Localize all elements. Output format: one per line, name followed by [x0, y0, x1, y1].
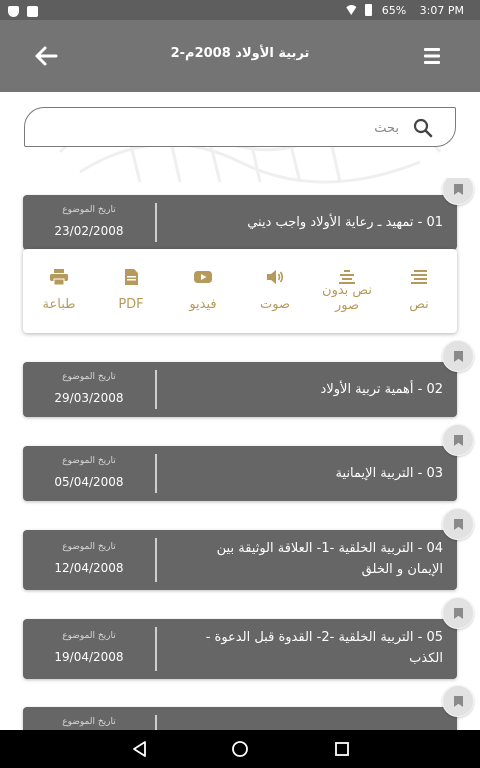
item-title: 05 - التربية الخلقية -2- القدوة قبل الدعوة - الكذب — [205, 630, 443, 666]
page-title: 2-تربية الأولاد 2008م — [170, 46, 310, 61]
wifi-icon — [345, 5, 358, 15]
speaker-icon — [266, 269, 284, 285]
divider — [155, 454, 157, 493]
youtube-icon — [194, 269, 212, 285]
app-bar — [0, 20, 480, 92]
navigation-bar — [0, 730, 480, 768]
divider — [155, 715, 157, 730]
battery-level: 65% — [381, 3, 407, 17]
item-date: 12/04/2008 — [54, 561, 124, 575]
date-label: تاريخ الموضوع — [62, 717, 116, 727]
print-button[interactable] — [23, 249, 95, 333]
battery-icon — [365, 4, 372, 16]
video-button[interactable] — [167, 249, 239, 333]
action-label: فيديو — [189, 297, 217, 312]
clock: 3:07 PM — [419, 3, 464, 17]
menu-button[interactable] — [420, 46, 444, 66]
date-label: تاريخ الموضوع — [62, 372, 116, 382]
date-label: تاريخ الموضوع — [62, 631, 116, 641]
item-date: 19/04/2008 — [54, 650, 124, 664]
list-item[interactable] — [23, 530, 457, 590]
text-align-icon — [410, 269, 428, 285]
actions-panel — [23, 249, 457, 333]
lesson-list — [0, 178, 480, 730]
item-title: 04 - التربية الخلقية -1- العلاقة الوثيقة بين الإيمان و الخلق — [216, 541, 443, 577]
back-triangle-icon[interactable] — [130, 739, 150, 759]
printer-icon — [50, 269, 68, 285]
date-label: تاريخ الموضوع — [62, 542, 116, 552]
list-item[interactable] — [23, 619, 457, 679]
divider — [155, 538, 157, 582]
recents-square-icon[interactable] — [332, 739, 352, 759]
text-button[interactable] — [383, 249, 455, 333]
image-icon — [27, 6, 38, 17]
bookmark-icon[interactable] — [442, 424, 474, 456]
bookmark-icon[interactable] — [442, 340, 474, 372]
pdf-button[interactable] — [95, 249, 167, 333]
action-label: طباعة — [42, 297, 76, 312]
home-circle-icon[interactable] — [230, 739, 250, 759]
bookmark-icon[interactable] — [442, 685, 474, 717]
action-label: نص بدون صور — [322, 283, 372, 313]
item-title: 03 - التربية الإيمانية — [335, 466, 443, 481]
divider — [155, 627, 157, 671]
bookmark-icon[interactable] — [442, 178, 474, 205]
list-item[interactable] — [23, 362, 457, 417]
divider — [155, 203, 157, 242]
audio-button[interactable] — [239, 249, 311, 333]
item-title: 02 - أهمية تربية الأولاد — [320, 382, 443, 397]
shield-icon — [8, 6, 19, 17]
pdf-file-icon — [122, 269, 140, 285]
bookmark-icon[interactable] — [442, 597, 474, 629]
item-date: 29/03/2008 — [54, 391, 124, 405]
search-input[interactable] — [69, 116, 399, 140]
list-item[interactable] — [23, 446, 457, 501]
date-label: تاريخ الموضوع — [62, 456, 116, 466]
action-label: نص — [409, 297, 429, 312]
list-item[interactable] — [23, 707, 457, 730]
date-label: تاريخ الموضوع — [62, 205, 116, 215]
status-bar — [0, 0, 480, 20]
hamburger-icon — [420, 46, 444, 66]
item-date: 23/02/2008 — [54, 224, 124, 238]
action-label: PDF — [118, 297, 144, 312]
divider — [155, 370, 157, 409]
search-bar — [24, 107, 456, 147]
action-label: صوت — [260, 297, 290, 312]
item-title: 01 - تمهيد ـ رعاية الأولاد واجب ديني — [247, 215, 443, 230]
list-item[interactable] — [23, 195, 457, 250]
bookmark-icon[interactable] — [442, 508, 474, 540]
item-date: 05/04/2008 — [54, 475, 124, 489]
text-without-images-button[interactable] — [311, 249, 383, 333]
search-icon[interactable] — [413, 118, 433, 138]
